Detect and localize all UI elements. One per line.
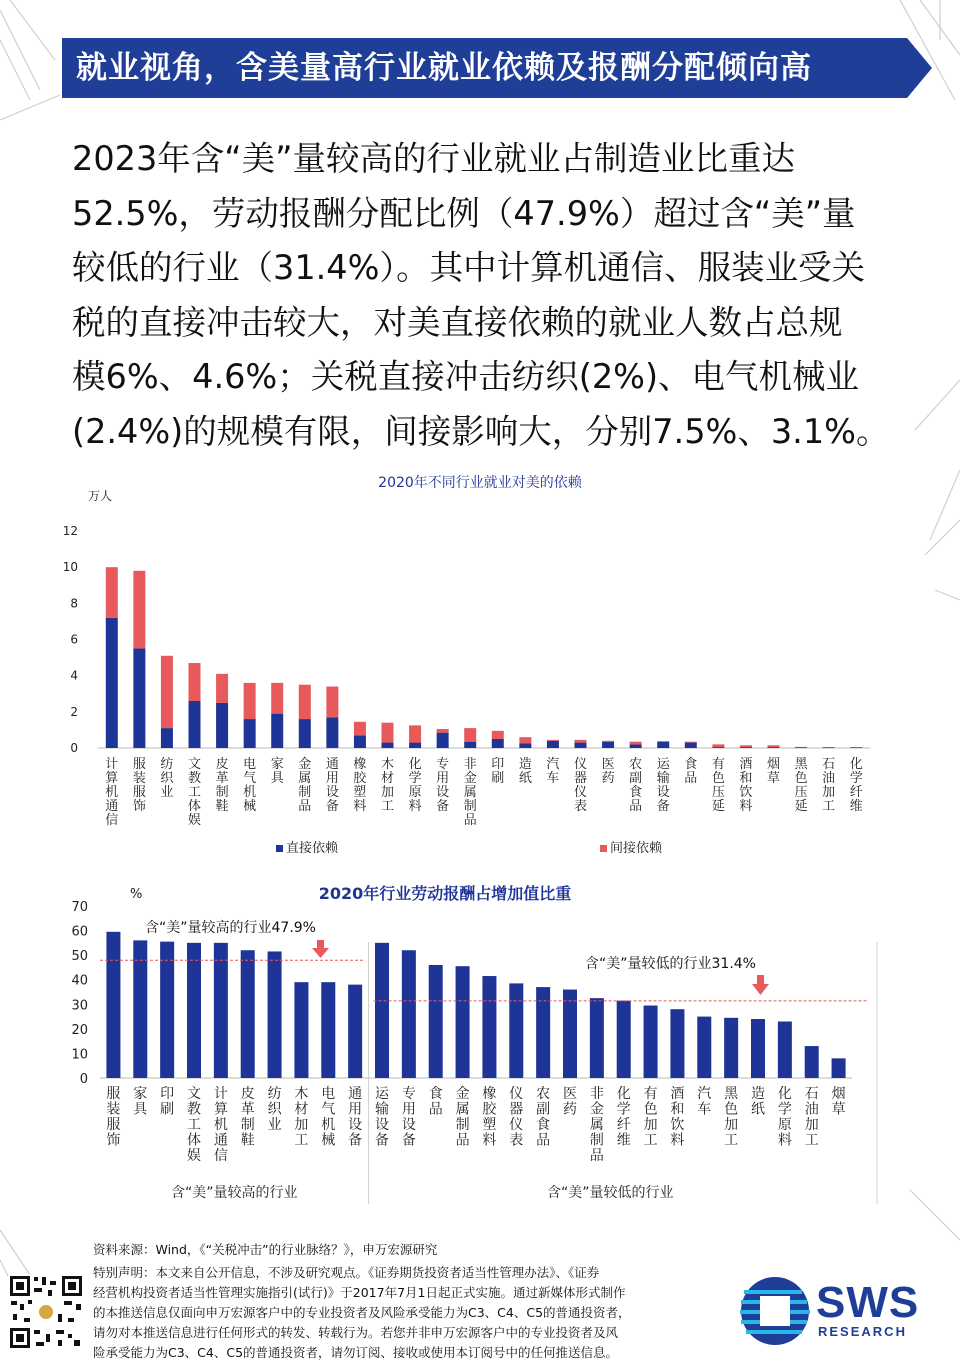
footer-disclaimer-line: 的本推送信息仅面向申万宏源客户中的专业投资者及风险承受能力为C3、C4、C5的普通投资者，: [93, 1305, 631, 1320]
footer-source: 资料来源：Wind，《“关税冲击”的行业脉络？》，申万宏源研究: [93, 1242, 438, 1257]
legend-label-direct: 直接依赖: [286, 841, 339, 856]
bar-direct: [712, 747, 724, 748]
bar-indirect: [216, 674, 228, 703]
legend-label-indirect: 间接依赖: [610, 841, 663, 856]
group-average-annotation: 含“美”量较低的行业31.4%: [585, 956, 756, 972]
x-tick-label: 服装服饰: [106, 1086, 121, 1149]
qr-code-icon: [8, 1274, 84, 1350]
bar-indirect: [657, 741, 669, 742]
bar-indirect: [740, 745, 752, 747]
bar-direct: [519, 743, 531, 748]
bar-direct: [354, 735, 366, 748]
x-tick-label: 计算机通信: [105, 757, 119, 828]
bar-indirect: [161, 656, 173, 728]
bar: [321, 982, 335, 1078]
x-tick-label: 通用设备: [348, 1086, 363, 1149]
bar-indirect: [354, 722, 366, 736]
x-tick-label: 烟草: [766, 757, 781, 786]
bar-indirect: [823, 747, 835, 748]
x-tick-label: 家具: [133, 1086, 148, 1118]
bar-direct: [575, 743, 587, 748]
x-tick-label: 橡胶塑料: [482, 1086, 497, 1149]
bar-indirect: [712, 744, 724, 747]
x-tick-label: 食品: [684, 757, 698, 786]
y-tick-label: 2: [70, 704, 78, 719]
bar-direct: [547, 741, 559, 748]
bar: [778, 1021, 792, 1078]
y-tick-label: 20: [71, 1022, 88, 1038]
y-tick-label: 12: [62, 524, 78, 538]
bar: [268, 951, 282, 1078]
bar-direct: [657, 742, 669, 748]
bar-direct: [271, 714, 283, 748]
bar-indirect: [685, 742, 697, 743]
bar-direct: [299, 719, 311, 748]
y-tick-label: 10: [71, 1047, 88, 1063]
labor-compensation-chart: [55, 878, 895, 1208]
bar: [832, 1058, 846, 1078]
x-tick-label: 服装服饰: [132, 757, 146, 814]
bar: [429, 965, 443, 1078]
y-tick-label: 4: [70, 668, 78, 683]
x-tick-label: 纺织业: [160, 757, 174, 800]
x-tick-label: 金属制品: [298, 757, 312, 814]
y-axis-unit: 万人: [88, 489, 113, 503]
bar-indirect: [464, 728, 476, 742]
x-tick-label: 食品: [428, 1086, 443, 1118]
annotation-arrow-icon: [312, 940, 329, 958]
chart-title: 2020年不同行业就业对美的依赖: [378, 475, 582, 491]
x-tick-label: 文教工体娱: [187, 757, 202, 828]
bar: [106, 932, 120, 1078]
bar-indirect: [437, 729, 449, 733]
summary-line: (2.4%)的规模有限，间接影响大，分别7.5%、3.1%。: [72, 411, 890, 451]
x-tick-label: 农副食品: [629, 757, 643, 814]
y-tick-label: 30: [71, 998, 88, 1014]
x-tick-label: 橡胶塑料: [353, 757, 367, 814]
y-tick-label: 60: [71, 924, 88, 940]
bar: [617, 1001, 631, 1078]
bar-direct: [133, 649, 145, 748]
title-banner: [62, 38, 932, 98]
footer: [93, 1240, 733, 1363]
x-tick-label: 石油加工: [804, 1086, 819, 1149]
y-tick-label: 8: [70, 596, 78, 611]
bar-indirect: [492, 731, 504, 739]
y-axis-unit: %: [130, 887, 143, 902]
x-tick-label: 酒和饮料: [739, 757, 753, 814]
employment-dependence-chart: [50, 465, 930, 875]
x-tick-label: 运输设备: [656, 757, 670, 814]
x-tick-label: 皮革制鞋: [215, 757, 229, 814]
bar-direct: [630, 744, 642, 748]
x-tick-label: 专用设备: [401, 1086, 416, 1149]
bar: [697, 1017, 711, 1078]
bar-indirect: [189, 663, 201, 701]
x-tick-label: 家具: [270, 757, 284, 786]
bar-indirect: [547, 740, 559, 741]
x-tick-label: 化学纤维: [849, 757, 863, 814]
bar-indirect: [299, 685, 311, 719]
bar-direct: [189, 701, 201, 748]
bar: [644, 1006, 658, 1078]
bar-direct: [768, 747, 780, 748]
x-tick-label: 纺织业: [267, 1086, 282, 1133]
bar: [294, 982, 308, 1078]
bar: [133, 940, 147, 1078]
y-tick-label: 10: [62, 560, 78, 575]
legend-swatch-direct: [276, 845, 283, 852]
bar-direct: [216, 703, 228, 748]
x-tick-label: 通用设备: [325, 757, 339, 814]
x-tick-label: 有色加工: [643, 1086, 658, 1149]
bar: [375, 943, 389, 1078]
bar-direct: [795, 747, 807, 748]
bar-indirect: [575, 740, 587, 743]
bar-direct: [464, 742, 476, 748]
bar: [402, 950, 416, 1078]
summary-line: 模6%、4.6%；关税直接冲击纺织(2%)、电气机械业: [72, 357, 860, 396]
y-tick-label: 70: [71, 900, 88, 915]
chart-title: 2020年行业劳动报酬占增加值比重: [318, 884, 572, 903]
bar-direct: [492, 739, 504, 748]
footer-disclaimer-line: 经营机构投资者适当性管理实施指引(试行)》于2017年7月1日起正式实施。通过新媒体形式制作: [93, 1285, 626, 1300]
x-tick-label: 印刷: [160, 1086, 175, 1118]
x-tick-label: 专用设备: [436, 757, 450, 814]
x-tick-label: 烟草: [831, 1086, 846, 1118]
bar: [724, 1018, 738, 1078]
x-tick-label: 木材加工: [294, 1086, 309, 1149]
x-tick-label: 运输设备: [375, 1086, 389, 1149]
y-tick-label: 40: [71, 973, 88, 989]
group-average-annotation: 含“美”量较高的行业47.9%: [145, 920, 316, 936]
y-tick-label: 0: [70, 741, 78, 755]
bar-indirect: [271, 683, 283, 714]
bar: [670, 1009, 684, 1078]
bar-indirect: [409, 725, 421, 742]
bar-indirect: [106, 567, 118, 618]
summary-text: [72, 132, 912, 459]
bar: [805, 1046, 819, 1078]
summary-line: 2023年含“美”量较高的行业就业占制造业比重达: [72, 139, 795, 178]
x-tick-label: 医药: [563, 1086, 577, 1118]
bar: [214, 943, 228, 1078]
bar: [536, 987, 550, 1078]
x-tick-label: 医药: [601, 757, 615, 786]
bar-direct: [161, 728, 173, 748]
bar-indirect: [795, 747, 807, 748]
footer-disclaimer-line: 险承受能力为C3、C4、C5的普通投资者，请勿订阅、接收或使用本订阅号中的任何推送信息。: [93, 1345, 619, 1360]
bar-direct: [382, 743, 394, 748]
bar: [482, 976, 496, 1078]
bar-direct: [106, 618, 118, 748]
x-tick-label: 汽车: [697, 1086, 712, 1118]
x-tick-label: 黑色加工: [724, 1086, 739, 1149]
bar: [563, 990, 577, 1078]
bar-indirect: [382, 723, 394, 743]
annotation-arrow-icon: [752, 975, 769, 995]
x-tick-label: 印刷: [491, 757, 505, 786]
bar-indirect: [602, 741, 614, 742]
bar-indirect: [244, 683, 256, 719]
x-tick-label: 汽车: [546, 757, 560, 786]
bar-indirect: [850, 747, 862, 748]
x-tick-label: 化学纤维: [616, 1086, 631, 1149]
x-tick-label: 计算机通信: [213, 1086, 228, 1164]
x-tick-label: 非金属制品: [589, 1086, 604, 1164]
legend-swatch-indirect: [600, 845, 607, 852]
footer-disclaimer-line: 特别声明：本文来自公开信息，不涉及研究观点。《证券期货投资者适当性管理办法》、《证券: [93, 1265, 600, 1280]
bar-direct: [326, 717, 338, 748]
sws-logo: [738, 1272, 938, 1352]
logo-name: SWS: [816, 1278, 920, 1327]
x-tick-label: 农副食品: [536, 1086, 551, 1149]
bar-indirect: [326, 687, 338, 718]
bar: [509, 983, 523, 1078]
x-tick-label: 造纸: [751, 1086, 765, 1118]
x-tick-label: 化学原料: [777, 1086, 792, 1149]
x-tick-label: 仪器仪表: [573, 757, 588, 814]
x-tick-label: 仪器仪表: [509, 1086, 524, 1149]
bar-direct: [602, 742, 614, 748]
sws-logo-icon: [738, 1274, 812, 1348]
x-tick-label: 有色压延: [711, 757, 725, 814]
x-tick-label: 酒和饮料: [670, 1086, 685, 1149]
bar-indirect: [630, 742, 642, 745]
logo-sub: RESEARCH: [818, 1324, 907, 1339]
summary-line: 52.5%，劳动报酬分配比例（47.9%）超过含“美”量: [72, 193, 856, 233]
bar-direct: [740, 747, 752, 748]
x-tick-label: 非金属制品: [463, 757, 477, 828]
bar-direct: [409, 743, 421, 748]
x-tick-label: 金属制品: [455, 1086, 470, 1149]
bar: [348, 985, 362, 1078]
x-tick-label: 电气机械: [321, 1086, 336, 1149]
bar: [751, 1019, 765, 1078]
bar-indirect: [768, 745, 780, 747]
y-tick-label: 0: [79, 1072, 88, 1087]
bar: [241, 950, 255, 1078]
x-tick-label: 石油加工: [822, 757, 836, 814]
bar-indirect: [519, 737, 531, 743]
footer-disclaimer-line: 请勿对本推送信息进行任何形式的转发、转载行为。若您并非申万宏源客户中的专业投资者及风: [93, 1325, 619, 1340]
x-tick-label: 造纸: [518, 757, 532, 786]
y-tick-label: 50: [71, 949, 88, 965]
bar-direct: [244, 719, 256, 748]
bar-indirect: [133, 571, 145, 649]
x-tick-label: 电气机械: [243, 757, 257, 814]
x-tick-label: 化学原料: [408, 757, 422, 814]
summary-line: 较低的行业（31.4%）。其中计算机通信、服装业受关: [72, 248, 866, 287]
x-tick-label: 木材加工: [380, 757, 395, 814]
x-tick-label: 黑色压延: [794, 757, 808, 814]
bar: [590, 998, 604, 1078]
bar-direct: [685, 743, 697, 748]
banner-title: 就业视角，含美量高行业就业依赖及报酬分配倾向高: [76, 50, 812, 86]
bar: [187, 943, 201, 1078]
x-tick-label: 文教工体娱: [187, 1086, 201, 1164]
x-tick-label: 皮革制鞋: [240, 1086, 255, 1149]
bar: [456, 966, 470, 1078]
group-label: 含“美”量较高的行业: [171, 1185, 298, 1201]
bar-direct: [437, 733, 449, 748]
group-label: 含“美”量较低的行业: [547, 1185, 674, 1201]
y-tick-label: 6: [70, 632, 78, 647]
summary-line: 税的直接冲击较大，对美直接依赖的就业人数占总规: [72, 302, 843, 342]
bar: [160, 942, 174, 1078]
